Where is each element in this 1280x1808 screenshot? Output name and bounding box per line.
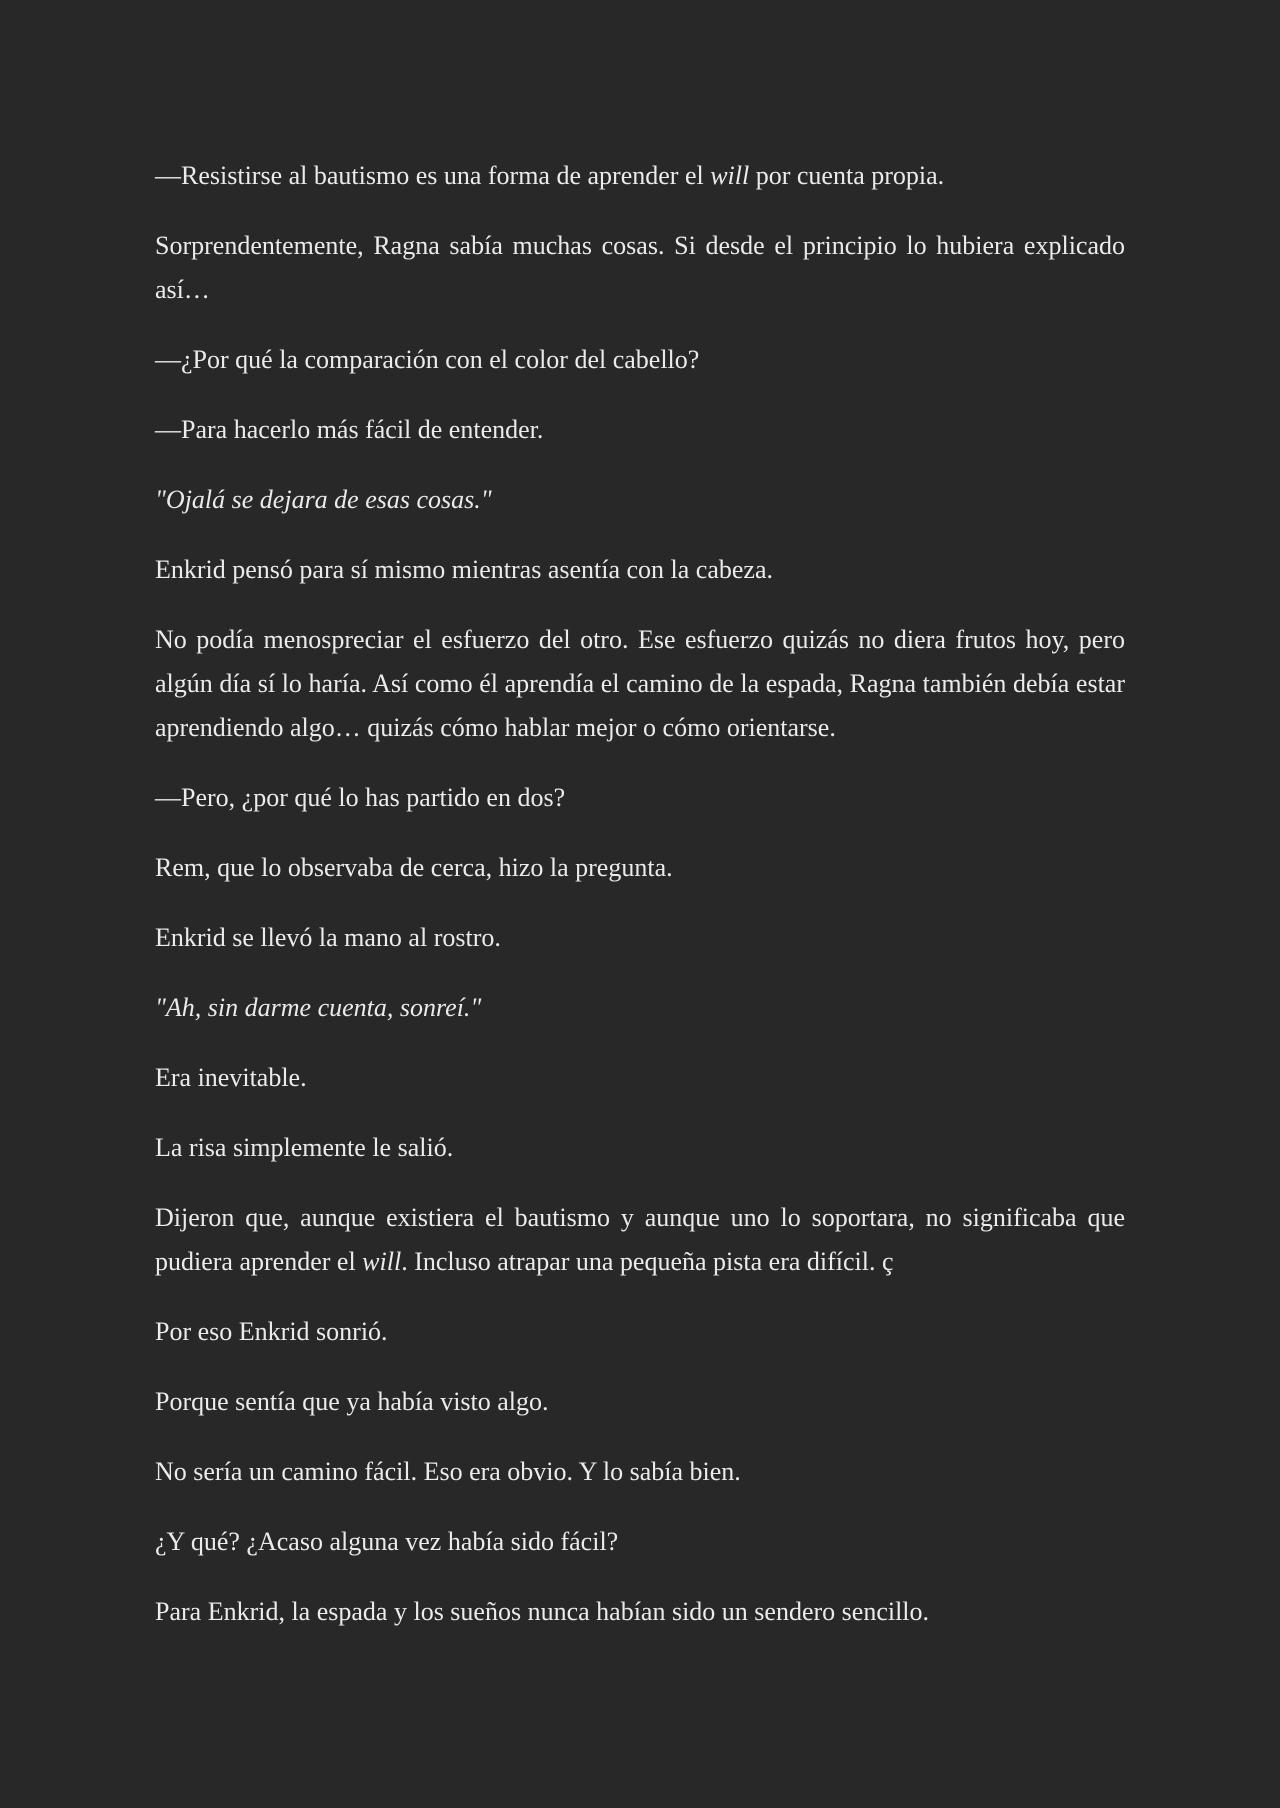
paragraph xyxy=(155,1056,1125,1100)
inner-thought xyxy=(155,478,1125,522)
dialogue-line xyxy=(155,776,1125,820)
paragraph xyxy=(155,1520,1125,1564)
text-span: Por eso Enkrid sonrió. xyxy=(155,1317,388,1346)
text-span: —Para hacerlo más fácil de entender. xyxy=(155,415,544,444)
text-span: Porque sentía que ya había visto algo. xyxy=(155,1387,549,1416)
paragraph xyxy=(155,1590,1125,1634)
paragraph xyxy=(155,618,1125,750)
text-span: "Ah, sin darme cuenta, sonreí." xyxy=(155,993,482,1022)
dialogue-line xyxy=(155,338,1125,382)
text-span: No sería un camino fácil. Eso era obvio. Y lo sabía bien. xyxy=(155,1457,741,1486)
paragraph xyxy=(155,1126,1125,1170)
text-span: por cuenta propia. xyxy=(749,161,945,190)
text-span: Era inevitable. xyxy=(155,1063,307,1092)
paragraph xyxy=(155,1310,1125,1354)
text-span: —Pero, ¿por qué lo has partido en dos? xyxy=(155,783,566,812)
text-span: Rem, que lo observaba de cerca, hizo la pregunta. xyxy=(155,853,673,882)
italic-term: will xyxy=(362,1247,402,1276)
text-span: Dijeron que, aunque existiera el bautismo y aunque uno lo soportara, no significaba que pudiera aprender el xyxy=(155,1203,1125,1276)
text-span: No podía menospreciar el esfuerzo del otro. Ese esfuerzo quizás no diera frutos hoy, pero algún día sí lo haría. Así como él aprendía el camino de la espada, Ragna también debía estar aprendiendo algo… quizás cómo hablar mejor o cómo orientarse. xyxy=(155,625,1125,742)
text-span: ¿Y qué? ¿Acaso alguna vez había sido fácil? xyxy=(155,1527,619,1556)
text-span: "Ojalá se dejara de esas cosas." xyxy=(155,485,492,514)
paragraph xyxy=(155,1380,1125,1424)
paragraph xyxy=(155,916,1125,960)
paragraph xyxy=(155,846,1125,890)
text-span: —Resistirse al bautismo es una forma de aprender el xyxy=(155,161,711,190)
paragraph xyxy=(155,224,1125,312)
text-span: —¿Por qué la comparación con el color del cabello? xyxy=(155,345,700,374)
dialogue-line xyxy=(155,408,1125,452)
paragraph xyxy=(155,1196,1125,1284)
text-span: Enkrid pensó para sí mismo mientras asentía con la cabeza. xyxy=(155,555,774,584)
paragraph xyxy=(155,1450,1125,1494)
italic-term: will xyxy=(710,161,750,190)
text-span: . Incluso atrapar una pequeña pista era difícil. ç xyxy=(401,1247,894,1276)
text-span: La risa simplemente le salió. xyxy=(155,1133,454,1162)
text-span: Para Enkrid, la espada y los sueños nunca habían sido un sendero sencillo. xyxy=(155,1597,930,1626)
text-span: Enkrid se llevó la mano al rostro. xyxy=(155,923,501,952)
paragraph xyxy=(155,154,1125,198)
paragraph xyxy=(155,548,1125,592)
inner-thought xyxy=(155,986,1125,1030)
text-span: Sorprendentemente, Ragna sabía muchas cosas. Si desde el principio lo hubiera explicado así… xyxy=(155,231,1125,304)
